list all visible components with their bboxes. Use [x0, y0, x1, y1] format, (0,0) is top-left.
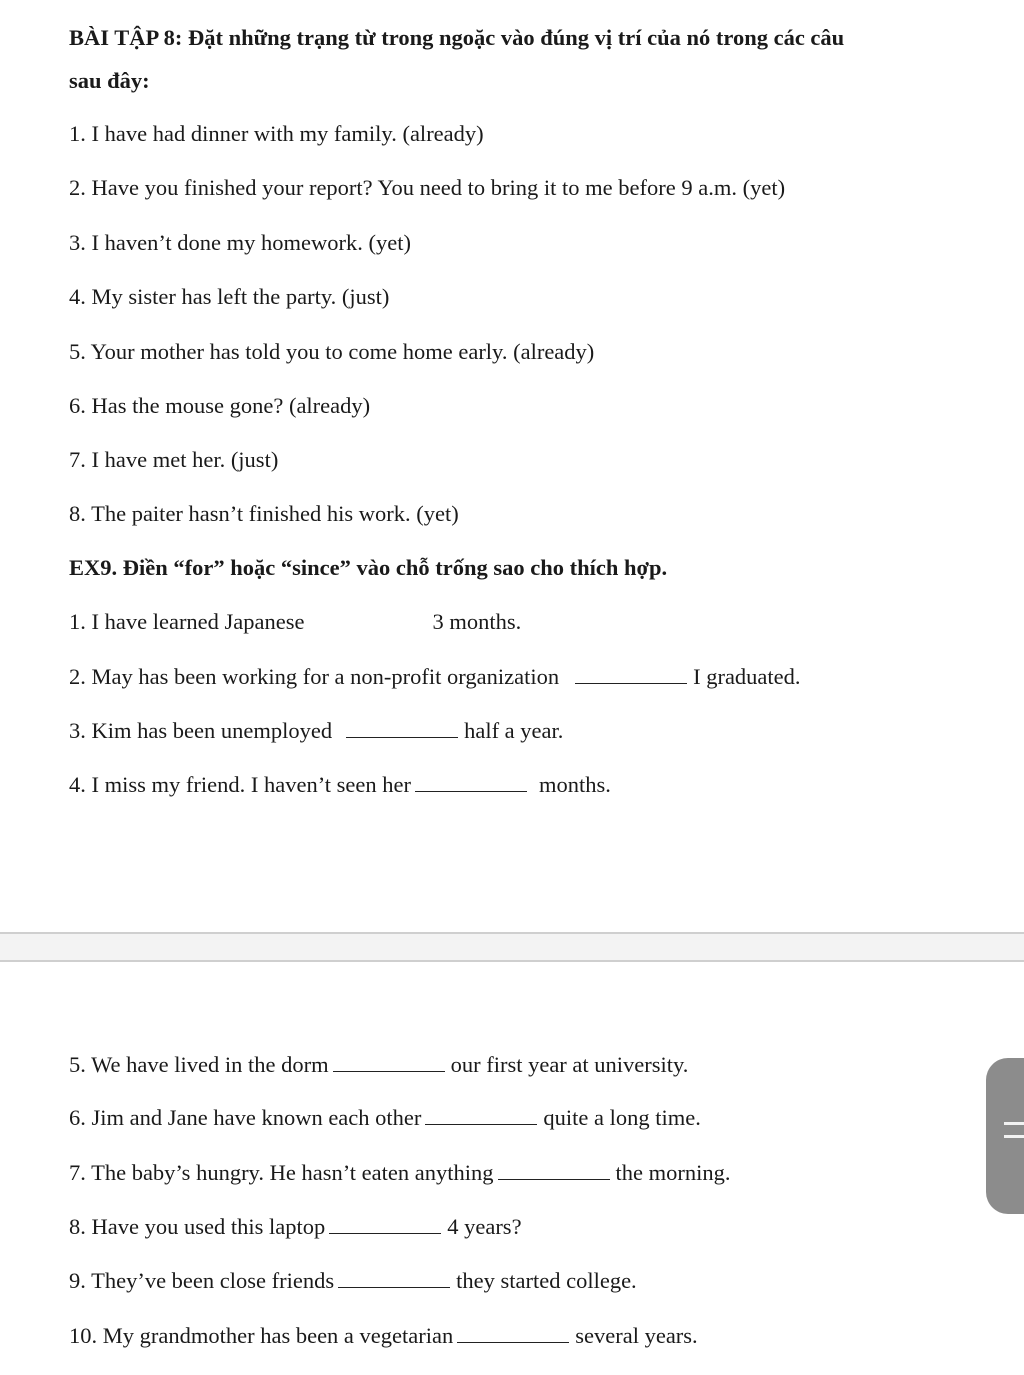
ex9-item: [69, 717, 563, 745]
ex8-item: 8. The paiter hasn’t finished his work. (yet): [69, 501, 459, 526]
answer-blank[interactable]: [329, 1213, 441, 1234]
ex9-item-after: I graduated.: [693, 664, 801, 689]
ex9-item-after: our first year at university.: [450, 1052, 689, 1077]
answer-blank[interactable]: [338, 1267, 450, 1288]
ex9-item-before: 3. Kim has been unemployed: [69, 718, 333, 743]
answer-blank[interactable]: [333, 1051, 445, 1072]
ex9-item-before: 4. I miss my friend. I haven’t seen her: [69, 772, 411, 797]
ex9-item-after: quite a long time.: [543, 1105, 701, 1130]
ex8-item: 3. I haven’t done my homework. (yet): [69, 230, 411, 255]
answer-blank[interactable]: [498, 1159, 610, 1180]
ex8-item: 4. My sister has left the party. (just): [69, 284, 390, 309]
ex8-title-line1: BÀI TẬP 8: Đặt những trạng từ trong ngoặc vào đúng vị trí của nó trong các câu: [69, 25, 845, 50]
ex9-item-before: 6. Jim and Jane have known each other: [69, 1105, 422, 1130]
ex9-item-after: 4 years?: [447, 1214, 522, 1239]
ex9-item-after: months.: [539, 772, 611, 797]
ex9-item-after: 3 months.: [432, 609, 522, 634]
ex8-item: 6. Has the mouse gone? (already): [69, 393, 371, 418]
answer-blank[interactable]: [425, 1104, 537, 1125]
ex8-item: 1. I have had dinner with my family. (already): [69, 121, 484, 146]
ex9-item-before: 8. Have you used this laptop: [69, 1214, 326, 1239]
ex9-item-before: 9. They’ve been close friends: [69, 1268, 335, 1293]
ex9-item: [69, 1051, 688, 1079]
page-break-divider: [0, 932, 1024, 962]
ex8-item: 7. I have met her. (just): [69, 447, 279, 472]
answer-blank[interactable]: [415, 771, 527, 792]
ex8-item: 5. Your mother has told you to come home early. (already): [69, 339, 595, 364]
ex8-item: 2. Have you finished your report? You need to bring it to me before 9 a.m. (yet): [69, 175, 786, 200]
ex9-item: [69, 663, 801, 691]
grip-lines-icon: [1004, 1122, 1024, 1138]
ex9-item-after: the morning.: [615, 1160, 731, 1185]
ex9-item-before: 1. I have learned Japanese: [69, 609, 305, 634]
answer-blank[interactable]: [346, 717, 458, 738]
answer-blank[interactable]: [457, 1322, 569, 1343]
ex9-item: [69, 1159, 730, 1187]
ex9-item: [69, 1322, 698, 1350]
ex9-item: [69, 771, 611, 799]
ex9-item-before: 7. The baby’s hungry. He hasn’t eaten anything: [69, 1160, 494, 1185]
ex9-title: EX9. Điền “for” hoặc “since” vào chỗ trống sao cho thích hợp.: [69, 555, 668, 580]
ex9-item-before: 2. May has been working for a non-profit organization: [69, 664, 560, 689]
ex9-item: [69, 1104, 701, 1132]
ex8-title-line2: sau đây:: [69, 68, 150, 93]
ex9-item-before: 10. My grandmother has been a vegetarian: [69, 1323, 454, 1348]
ex9-item-after: several years.: [575, 1323, 698, 1348]
answer-blank[interactable]: [575, 663, 687, 684]
ex9-item: [69, 608, 521, 636]
scroll-handle-icon[interactable]: [986, 1058, 1024, 1214]
ex9-item-after: they started college.: [456, 1268, 637, 1293]
ex9-item: [69, 1213, 522, 1241]
ex9-item: [69, 1267, 637, 1295]
ex9-item-after: half a year.: [464, 718, 564, 743]
ex9-item-before: 5. We have lived in the dorm: [69, 1052, 329, 1077]
